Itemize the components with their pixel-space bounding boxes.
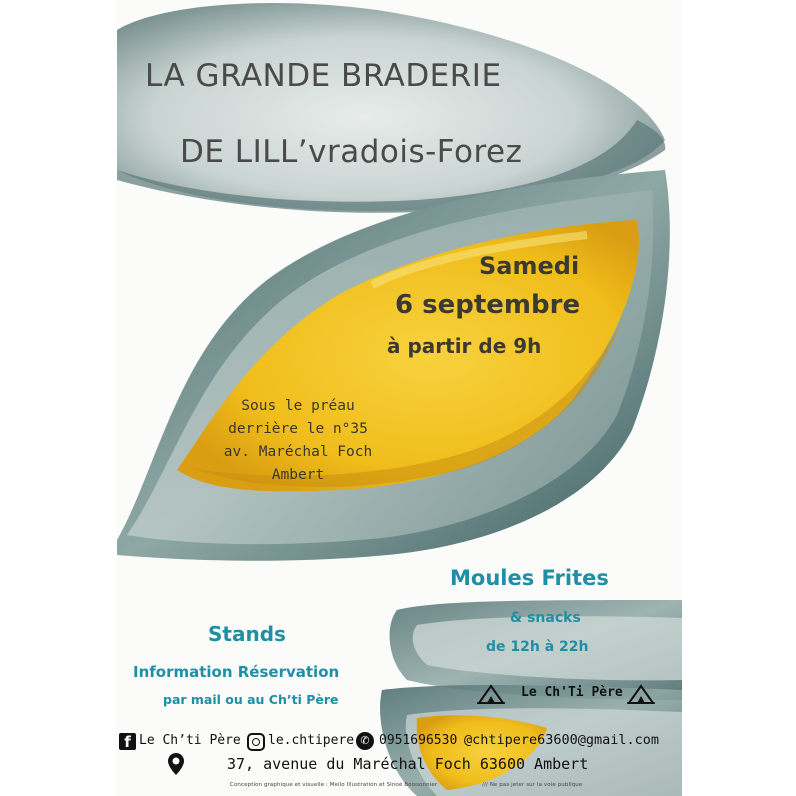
tent-icon	[477, 683, 505, 705]
location-line-3: av. Maréchal Foch	[223, 444, 373, 460]
facebook-icon: f	[119, 733, 136, 750]
title-line-2: DE LILL’vradois-Forez	[180, 134, 523, 170]
facebook-handle: Le Ch’ti Père	[139, 733, 241, 748]
event-day: Samedi	[479, 252, 580, 280]
stands-title: Stands	[208, 622, 286, 646]
phone-icon: ✆	[356, 732, 374, 750]
credits-left: Conception graphique et visuelle : Meilo Illustration et Sinoé Boissonnier	[230, 782, 438, 788]
credits-right: /// Ne pas jeter sur la voie publique	[482, 782, 583, 788]
food-hours: de 12h à 22h	[486, 639, 589, 655]
instagram-handle: le.chtipere	[268, 733, 355, 748]
map-pin-icon	[167, 752, 185, 776]
event-time: à partir de 9h	[387, 334, 542, 358]
instagram-icon	[247, 733, 265, 751]
location-line-2: derrière le n°35	[228, 421, 368, 437]
stands-info: Information Réservation	[133, 663, 340, 681]
location-line-1: Sous le préau	[241, 398, 355, 414]
street-address: 37, avenue du Maréchal Foch 63600 Ambert	[227, 755, 589, 773]
email-address: @chtipere63600@gmail.com	[464, 732, 660, 748]
event-date: 6 septembre	[395, 290, 581, 320]
location-block	[213, 395, 383, 487]
contacts-row	[119, 731, 682, 753]
title-line-1: LA GRANDE BRADERIE	[145, 58, 502, 94]
food-extra: & snacks	[510, 610, 581, 626]
address-row	[167, 752, 667, 776]
stands-contact: par mail ou au Ch’ti Père	[163, 692, 339, 707]
phone-number: 0951696530	[379, 733, 458, 748]
food-main: Moules Frites	[450, 566, 609, 590]
poster	[117, 0, 682, 796]
brand-logo-text: Le Ch'Ti Père	[521, 685, 623, 700]
location-line-4: Ambert	[271, 467, 325, 483]
brand-logo	[477, 680, 657, 708]
tent-icon-right	[627, 683, 655, 705]
